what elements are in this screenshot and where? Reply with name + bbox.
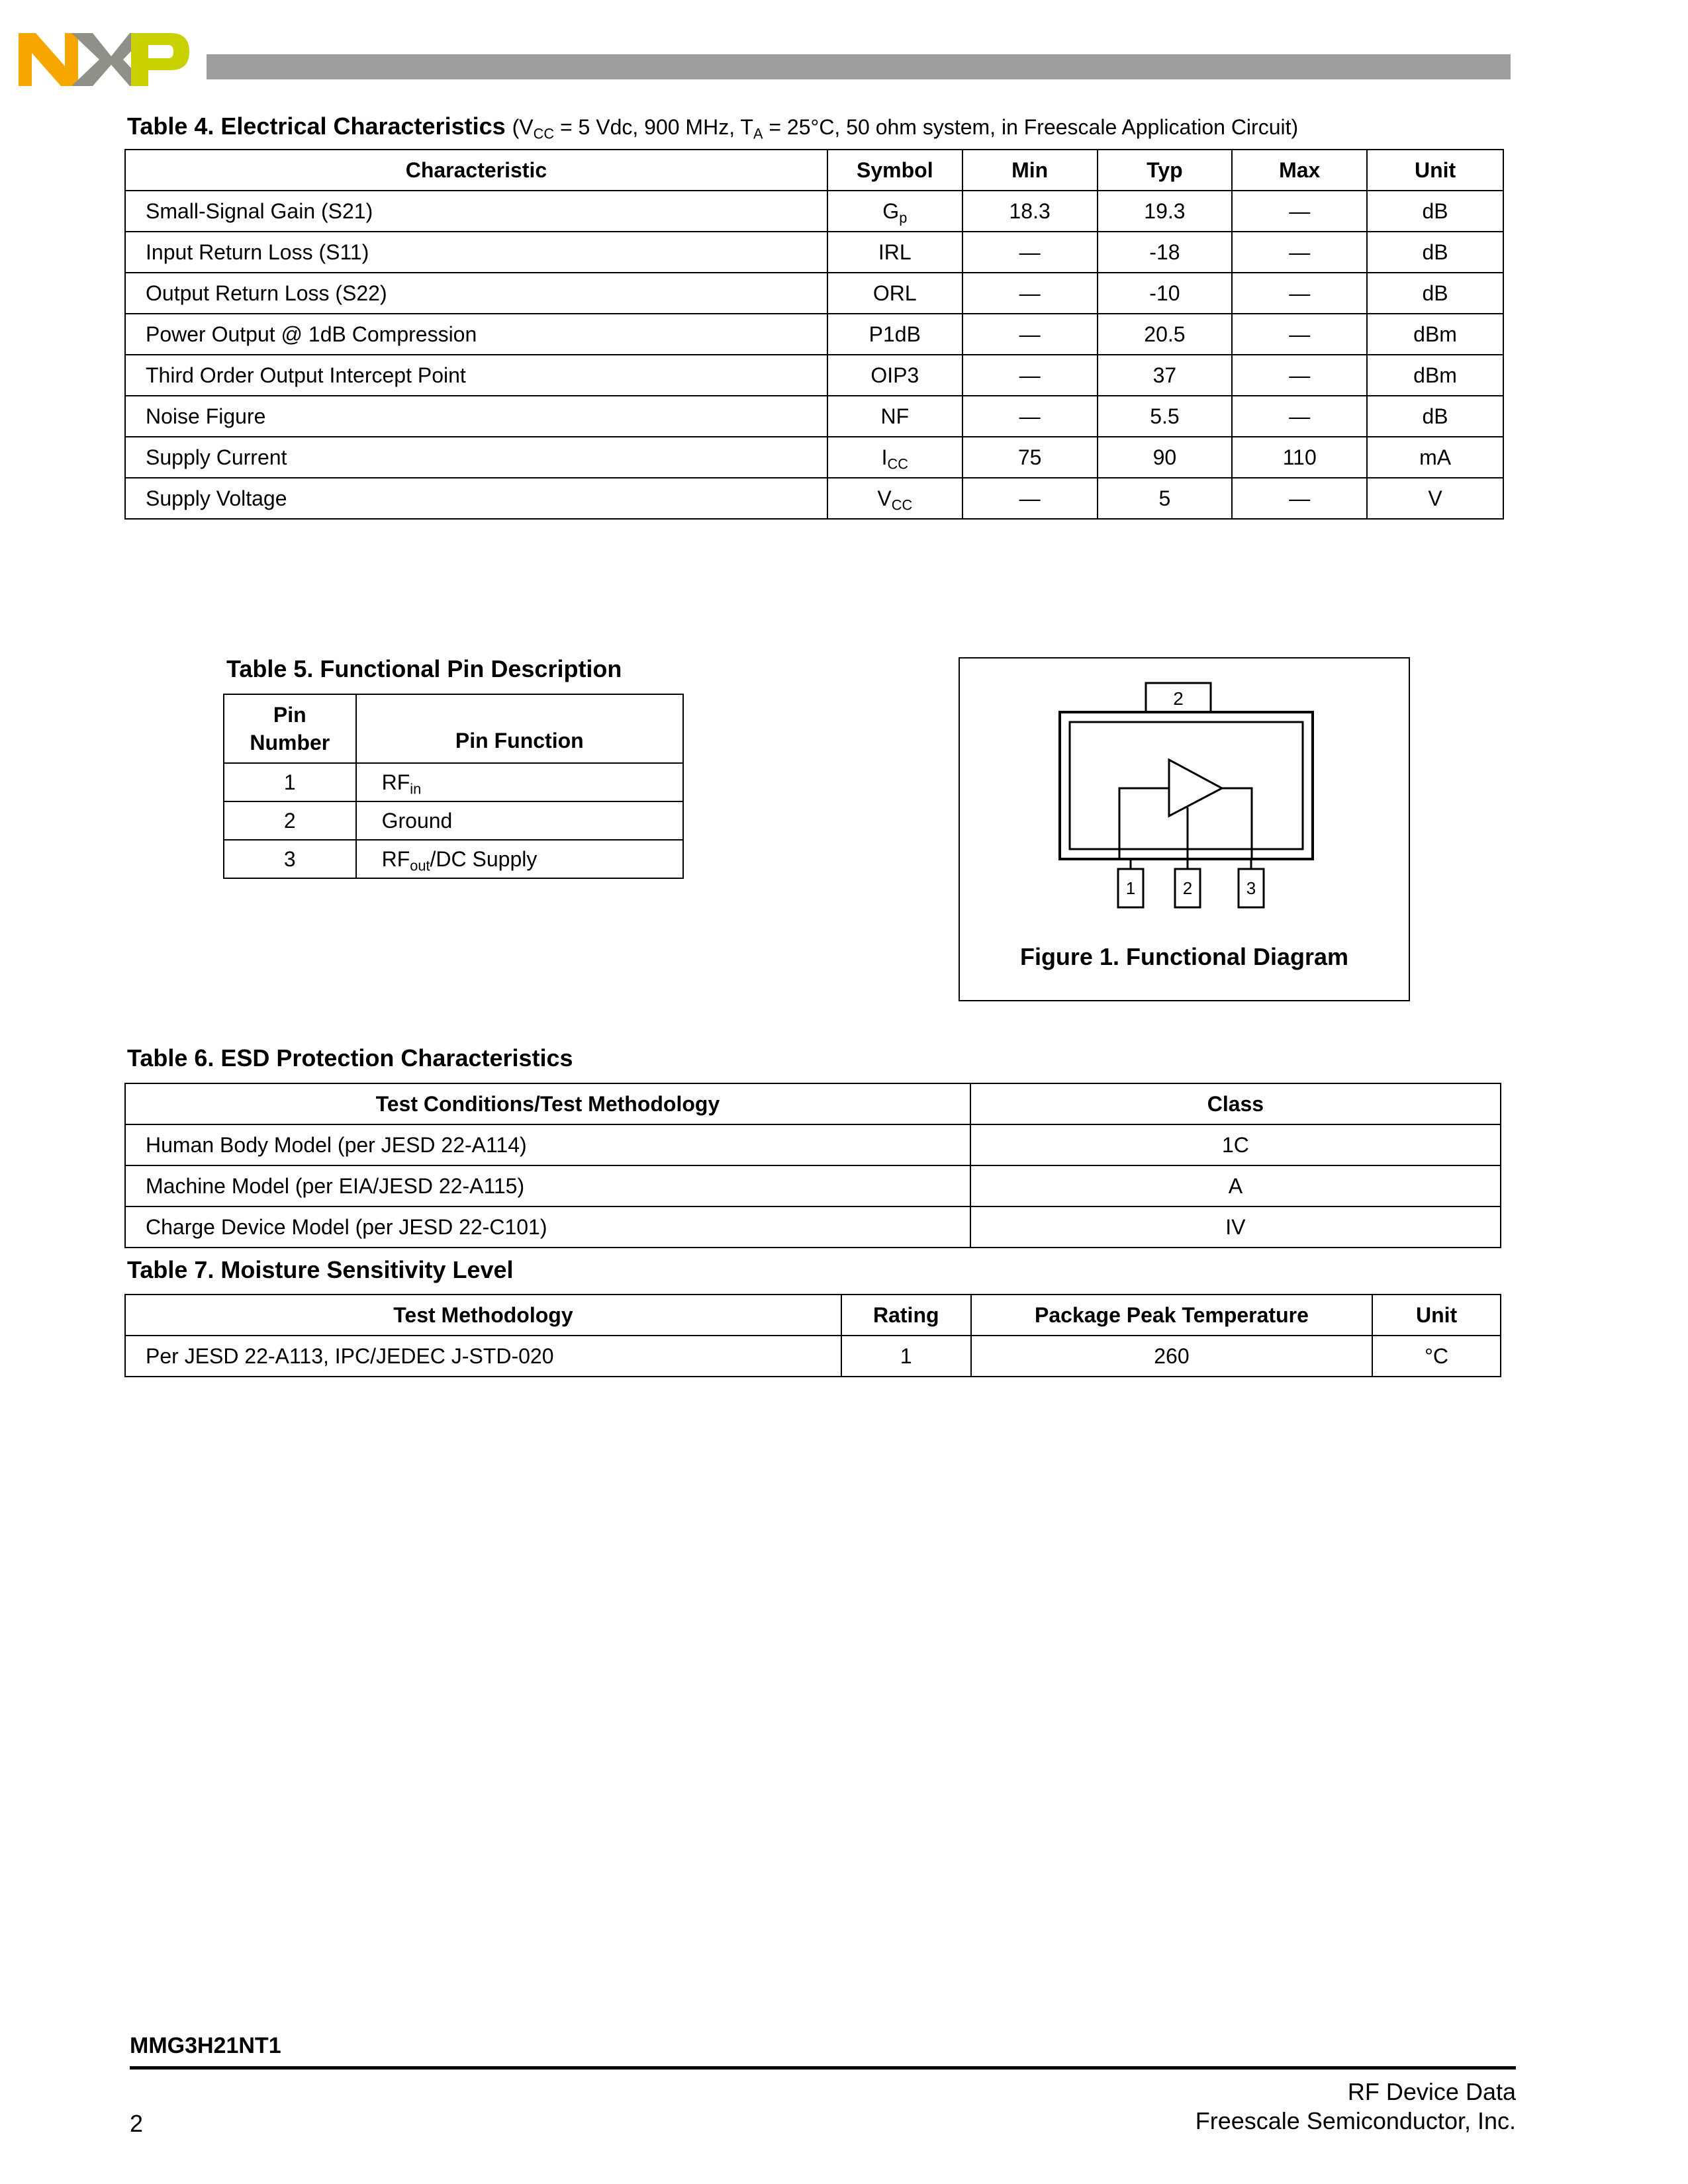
figure1-caption: Figure 1. Functional Diagram: [1019, 943, 1349, 970]
unit-cell: dB: [1367, 273, 1503, 314]
typ-cell: -10: [1098, 273, 1233, 314]
typ-cell: 5: [1098, 478, 1233, 519]
min-cell: —: [962, 478, 1098, 519]
symbol-cell: OIP3: [827, 355, 962, 396]
table-header-row: [125, 1295, 1501, 1336]
header-bar: [207, 54, 1511, 79]
col-header-test-conditions: Test Conditions/Test Methodology: [125, 1083, 970, 1124]
pin-number-cell: 1: [224, 763, 356, 801]
table6-title: Table 6. ESD Protection Characteristics: [127, 1044, 573, 1071]
unit-cell: V: [1367, 478, 1503, 519]
table-row: [125, 1336, 1501, 1377]
rating-cell: 1: [841, 1336, 971, 1377]
pin-function-cell: $RF_{out}/DC$ Supply: [356, 840, 683, 878]
col-header-rating: Rating: [841, 1295, 971, 1336]
typ-cell: 19.3: [1098, 191, 1233, 232]
test-condition-cell: Charge Device Model (per JESD 22-C101): [125, 1206, 970, 1248]
table-row: [125, 396, 1503, 437]
col-header-class: Class: [970, 1083, 1501, 1124]
class-cell: 1C: [970, 1124, 1501, 1165]
symbol-cell: NF: [827, 396, 962, 437]
col-header-characteristic: Characteristic: [125, 150, 827, 191]
table5-title: Table 5. Functional Pin Description: [226, 655, 622, 682]
unit-cell: dB: [1367, 191, 1503, 232]
table4-conditions: ($V_{CC} = 5$ Vdc, 900 MHz, $T_A = 25^\circ C$, 50 ohm system, in Freescale Application Circuit): [512, 115, 1299, 142]
pin-function-cell: Ground: [356, 801, 683, 840]
max-cell: —: [1232, 191, 1367, 232]
symbol-cell: P1dB: [827, 314, 962, 355]
symbol-cell: $I_{CC}$: [827, 437, 962, 478]
table-row: [125, 1206, 1501, 1248]
electrical-characteristics-table: [124, 149, 1504, 520]
table-row: [125, 191, 1503, 232]
test-condition-cell: Human Body Model (per JESD 22-A114): [125, 1124, 970, 1165]
nxp-logo: [19, 20, 191, 91]
max-cell: —: [1232, 355, 1367, 396]
unit-cell: dBm: [1367, 314, 1503, 355]
col-header-symbol: Symbol: [827, 150, 962, 191]
class-cell: IV: [970, 1206, 1501, 1248]
unit-cell: dB: [1367, 396, 1503, 437]
table-header-row: [125, 1083, 1501, 1124]
max-cell: —: [1232, 396, 1367, 437]
min-cell: —: [962, 232, 1098, 273]
test-methodology-cell: Per JESD 22-A113, IPC/JEDEC J-STD-020: [125, 1336, 841, 1377]
table-row: [125, 1124, 1501, 1165]
typ-cell: 37: [1098, 355, 1233, 396]
unit-cell: dBm: [1367, 355, 1503, 396]
table-row: [125, 273, 1503, 314]
unit-cell: mA: [1367, 437, 1503, 478]
symbol-cell: IRL: [827, 232, 962, 273]
min-cell: —: [962, 355, 1098, 396]
max-cell: —: [1232, 314, 1367, 355]
characteristic-cell: Supply Current: [125, 437, 827, 478]
pin1-label: 1: [1125, 878, 1136, 898]
min-cell: —: [962, 273, 1098, 314]
table-row: [125, 232, 1503, 273]
table-row: [125, 478, 1503, 519]
package-outer: [1060, 712, 1313, 859]
symbol-cell: $V_{CC}$: [827, 478, 962, 519]
pin-description-table: [223, 694, 684, 879]
pin-number-cell: 2: [224, 801, 356, 840]
table-row: [125, 437, 1503, 478]
symbol-cell: $G_p$: [827, 191, 962, 232]
min-cell: 75: [962, 437, 1098, 478]
pin2-top-label: 2: [1173, 688, 1184, 709]
table-row: [224, 840, 683, 878]
characteristic-cell: Third Order Output Intercept Point: [125, 355, 827, 396]
characteristic-cell: Small-Signal Gain (S21): [125, 191, 827, 232]
characteristic-cell: Input Return Loss (S11): [125, 232, 827, 273]
col-header-min: Min: [962, 150, 1098, 191]
characteristic-cell: Noise Figure: [125, 396, 827, 437]
table4-title-text: Table 4. Electrical Characteristics: [127, 113, 506, 140]
pin-number-cell: 3: [224, 840, 356, 878]
table-row: [125, 355, 1503, 396]
typ-cell: 90: [1098, 437, 1233, 478]
table-row: [224, 763, 683, 801]
col-header-test-methodology: Test Methodology: [125, 1295, 841, 1336]
pin2-label: 2: [1182, 878, 1193, 898]
symbol-cell: ORL: [827, 273, 962, 314]
table-header-row: [125, 150, 1503, 191]
table-row: [224, 801, 683, 840]
table-header-row: [224, 694, 683, 763]
max-cell: —: [1232, 478, 1367, 519]
footer-company: Freescale Semiconductor, Inc.: [1195, 2107, 1516, 2134]
footer-part-number: MMG3H21NT1: [130, 2033, 281, 2058]
unit-cell: °C: [1372, 1336, 1501, 1377]
col-header-max: Max: [1232, 150, 1367, 191]
logo-n: [19, 33, 78, 86]
col-header-pin-function: Pin Function: [356, 694, 683, 763]
moisture-sensitivity-table: [124, 1294, 1501, 1377]
test-condition-cell: Machine Model (per EIA/JESD 22-A115): [125, 1165, 970, 1206]
functional-diagram: [959, 657, 1410, 935]
table-row: [125, 314, 1503, 355]
max-cell: —: [1232, 232, 1367, 273]
table7-title: Table 7. Moisture Sensitivity Level: [127, 1256, 514, 1283]
esd-protection-table: [124, 1083, 1501, 1248]
max-cell: 110: [1232, 437, 1367, 478]
typ-cell: -18: [1098, 232, 1233, 273]
pin-function-cell: $RF_{in}$: [356, 763, 683, 801]
pin3-label: 3: [1246, 878, 1256, 898]
col-header-unit: Unit: [1372, 1295, 1501, 1336]
footer-doc-type: RF Device Data: [1347, 2078, 1516, 2105]
col-header-pin-number: Pin Number: [224, 694, 356, 763]
typ-cell: 20.5: [1098, 314, 1233, 355]
characteristic-cell: Supply Voltage: [125, 478, 827, 519]
unit-cell: dB: [1367, 232, 1503, 273]
min-cell: 18.3: [962, 191, 1098, 232]
typ-cell: 5.5: [1098, 396, 1233, 437]
characteristic-cell: Output Return Loss (S22): [125, 273, 827, 314]
col-header-typ: Typ: [1098, 150, 1233, 191]
class-cell: A: [970, 1165, 1501, 1206]
footer-rule: [130, 2066, 1516, 2070]
col-header-unit: Unit: [1367, 150, 1503, 191]
logo-p: [131, 33, 189, 86]
max-cell: —: [1232, 273, 1367, 314]
min-cell: —: [962, 396, 1098, 437]
page-number: 2: [130, 2110, 144, 2137]
table4-title: [127, 113, 1298, 140]
characteristic-cell: Power Output @ 1dB Compression: [125, 314, 827, 355]
min-cell: —: [962, 314, 1098, 355]
col-header-package-peak-temperature: Package Peak Temperature: [971, 1295, 1372, 1336]
peak-temperature-cell: 260: [971, 1336, 1372, 1377]
table-row: [125, 1165, 1501, 1206]
